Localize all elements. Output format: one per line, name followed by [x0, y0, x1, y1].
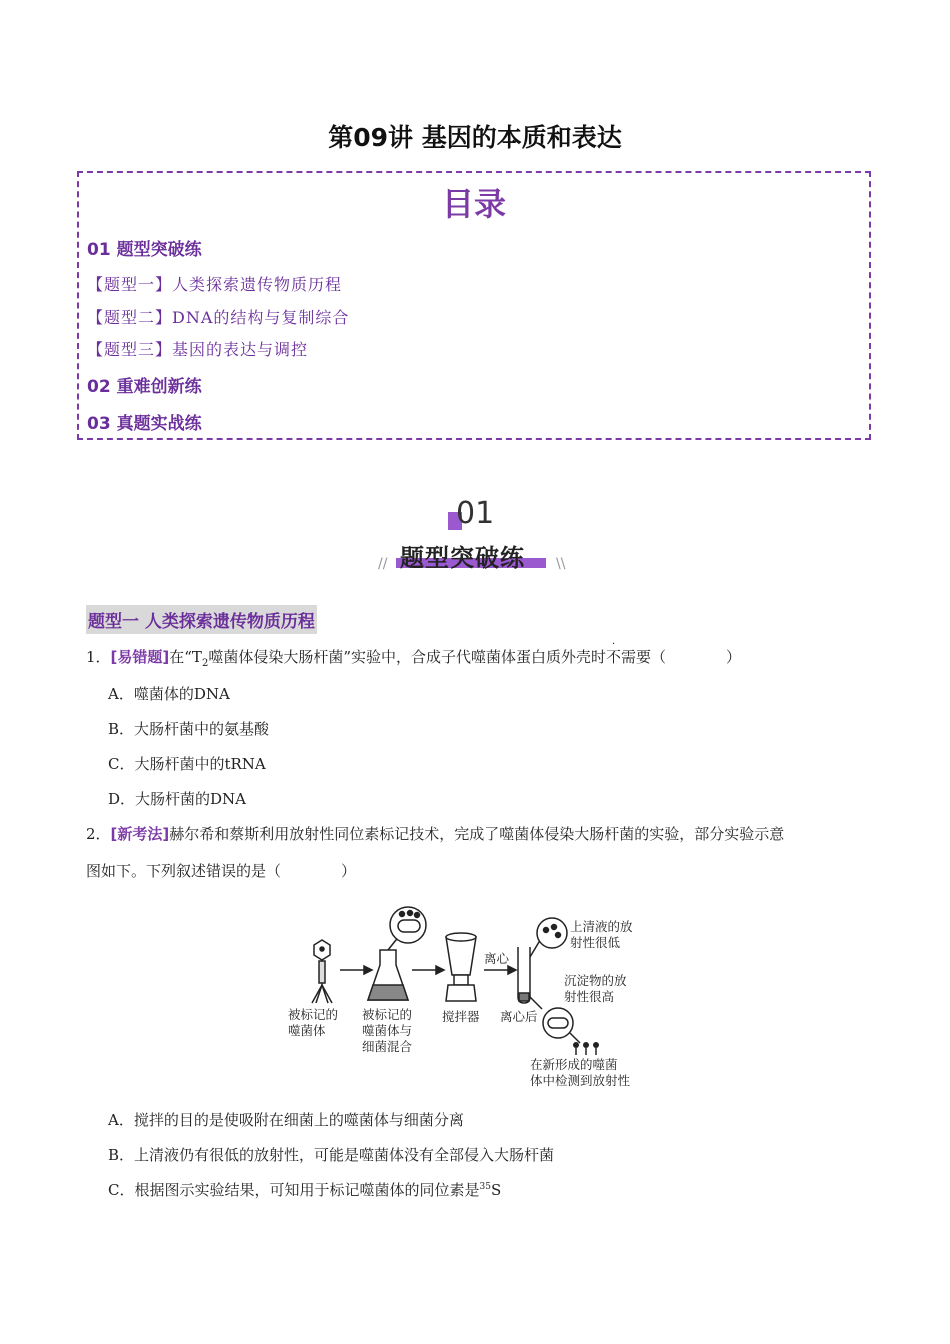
- option-text: C．根据图示实验结果，可知用于标记噬菌体的同位素是: [108, 1181, 480, 1199]
- figure-label-new-phage: 在新形成的噬菌 体中检测到放射性: [530, 1057, 631, 1088]
- option-a[interactable]: A．搅拌的目的是使吸附在细菌上的噬菌体与细菌分离: [108, 1111, 464, 1129]
- supernatant-icon: [537, 918, 567, 948]
- option-a[interactable]: A．噬菌体的DNA: [108, 685, 230, 703]
- figure-label-sediment: 沉淀物的放 射性很高: [564, 973, 627, 1004]
- question-text: 噬菌体侵染大肠杆菌”实验中，合成子代噬菌体蛋白质外壳时: [208, 648, 606, 666]
- figure-label-phage: 被标记的 噬菌体: [288, 1007, 339, 1038]
- page-title: 第09讲 基因的本质和表达: [328, 123, 622, 152]
- question-2: [86, 823, 784, 844]
- question-1: [86, 639, 742, 669]
- test-tube-icon: [518, 937, 542, 1009]
- option-d[interactable]: D．大肠杆菌的DNA: [108, 790, 247, 808]
- question-number: 1．: [86, 648, 111, 666]
- bacteria-icon: [390, 907, 426, 943]
- question-2-line2: 图如下。下列叙述错误的是（ ）: [86, 862, 357, 880]
- question-tag: [新考法]: [110, 825, 170, 843]
- toc-item-1[interactable]: 【题型一】人类探索遗传物质历程: [87, 275, 343, 294]
- toc-section-3[interactable]: 03 真题实战练: [87, 414, 202, 434]
- badge-title: 题型突破练: [400, 544, 525, 572]
- question-text: 需要（ ）: [621, 648, 742, 666]
- question-text: 在“T: [169, 648, 202, 666]
- figure-label-after-centrifuge: 离心后: [500, 1009, 538, 1024]
- question-number: 2．: [86, 825, 111, 843]
- emphasis-text: 不 ·: [606, 639, 622, 666]
- experiment-figure: [280, 905, 660, 1095]
- question-text: 赫尔希和蔡斯利用放射性同位素标记技术，完成了噬菌体侵染大肠杆菌的实验，部分实验示意: [169, 825, 785, 843]
- toc-section-1[interactable]: 01 题型突破练: [87, 240, 202, 260]
- badge-deco-left: //: [378, 556, 388, 572]
- toc-heading: 目录: [441, 185, 506, 223]
- superscript: 35: [479, 1182, 491, 1192]
- arrow-icon: [340, 966, 372, 974]
- option-b[interactable]: B．上清液仍有很低的放射性，可能是噬菌体没有全部侵入大肠杆菌: [108, 1146, 555, 1164]
- question-tag: [易错题]: [110, 648, 170, 666]
- figure-label-supernatant: 上清液的放 射性很低: [570, 919, 633, 950]
- toc-box: [77, 171, 871, 440]
- option-c[interactable]: [108, 1179, 501, 1200]
- section-title: 题型一 人类探索遗传物质历程: [86, 605, 317, 634]
- sediment-icon: [543, 1008, 580, 1043]
- toc-item-2[interactable]: 【题型二】DNA的结构与复制综合: [87, 308, 350, 327]
- figure-label-centrifuge: 离心: [484, 951, 510, 966]
- new-phages-icon: [573, 1042, 599, 1055]
- badge-deco-right: \\: [556, 556, 566, 572]
- figure-label-mix: 被标记的 噬菌体与 细菌混合: [362, 1007, 413, 1054]
- toc-item-3[interactable]: 【题型三】基因的表达与调控: [87, 340, 309, 359]
- toc-section-2[interactable]: 02 重难创新练: [87, 377, 202, 397]
- option-b[interactable]: B．大肠杆菌中的氨基酸: [108, 720, 270, 738]
- arrow-icon: [412, 966, 444, 974]
- figure-label-blender: 搅拌器: [442, 1009, 480, 1024]
- phage-icon: [312, 940, 332, 1003]
- arrow-icon: [484, 966, 516, 974]
- blender-icon: [446, 933, 476, 1001]
- option-c[interactable]: C．大肠杆菌中的tRNA: [108, 755, 266, 773]
- subscript: 2: [201, 658, 209, 669]
- option-text: S: [490, 1181, 502, 1199]
- badge-number: 01: [456, 496, 495, 531]
